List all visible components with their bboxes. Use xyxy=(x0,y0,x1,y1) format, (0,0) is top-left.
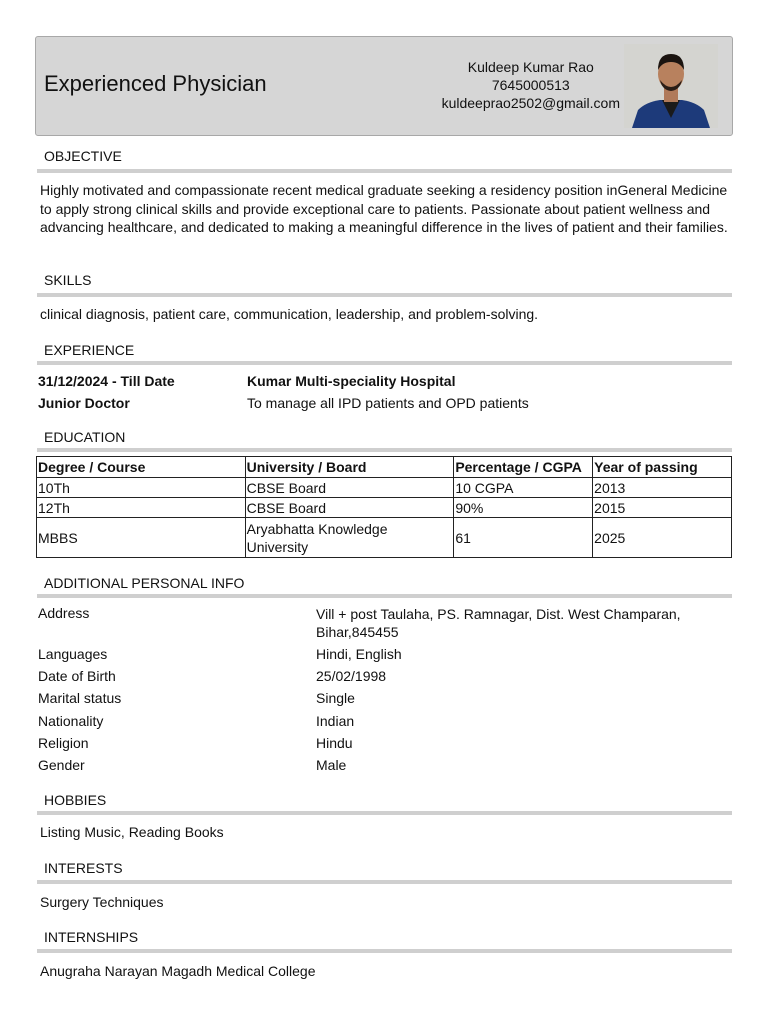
skills-text: clinical diagnosis, patient care, communication, leadership, and problem-solving. xyxy=(40,306,539,322)
email-address: kuldeeprao2502@gmail.com xyxy=(441,95,620,111)
table-cell: MBBS xyxy=(37,518,246,558)
resume-header xyxy=(35,36,733,136)
section-title-skills: SKILLS xyxy=(44,272,92,288)
info-value: Hindu xyxy=(316,735,353,751)
job-title: Experienced Physician xyxy=(44,71,267,96)
table-header-row xyxy=(37,457,732,478)
objective-text: Highly motivated and compassionate recent medical graduate seeking a residency position inGeneral Medicine to apply strong clinical skills and provide exceptional care to patients. Passionate about patient wellness and advancing healthcare, and dedicated to making a meaningful difference in the lives of patient and their families. xyxy=(40,182,728,235)
hobbies-text: Listing Music, Reading Books xyxy=(40,824,224,840)
table-cell: Aryabhatta Knowledge University xyxy=(245,518,454,558)
table-cell: 10Th xyxy=(37,478,246,498)
info-value: 25/02/1998 xyxy=(316,668,387,684)
section-title-objective: OBJECTIVE xyxy=(44,148,122,164)
column-header: Degree / Course xyxy=(37,457,246,478)
section-divider xyxy=(37,811,732,815)
table-cell: 12Th xyxy=(37,498,246,518)
column-header: University / Board xyxy=(245,457,454,478)
section-divider xyxy=(37,361,732,365)
internships-text: Anugraha Narayan Magadh Medical College xyxy=(40,963,316,979)
info-label: Religion xyxy=(38,735,89,751)
table-row xyxy=(37,518,732,558)
section-title-internships: INTERNSHIPS xyxy=(44,929,139,945)
table-cell: 2015 xyxy=(593,498,732,518)
info-value: Vill + post Taulaha, PS. Ramnagar, Dist. West Champaran, Bihar,845455 xyxy=(316,606,681,640)
section-divider xyxy=(37,293,732,297)
section-title-personal-info: ADDITIONAL PERSONAL INFO xyxy=(44,575,245,591)
person-portrait-icon xyxy=(624,44,718,128)
info-label: Languages xyxy=(38,646,108,662)
experience-role: Junior Doctor xyxy=(38,395,130,411)
table-cell: 10 CGPA xyxy=(454,478,593,498)
table-cell: 61 xyxy=(454,518,593,558)
info-label: Date of Birth xyxy=(38,668,116,684)
table-cell: 90% xyxy=(454,498,593,518)
section-divider xyxy=(37,448,732,452)
section-divider xyxy=(37,949,732,953)
section-title-experience: EXPERIENCE xyxy=(44,342,135,358)
education-table xyxy=(36,456,732,558)
experience-date: 31/12/2024 - Till Date xyxy=(38,373,175,389)
contact-block xyxy=(442,58,620,112)
info-label: Nationality xyxy=(38,713,104,729)
info-label: Address xyxy=(38,605,90,621)
section-title-interests: INTERESTS xyxy=(44,860,123,876)
section-title-hobbies: HOBBIES xyxy=(44,792,107,808)
table-cell: CBSE Board xyxy=(245,498,454,518)
section-divider xyxy=(37,880,732,884)
info-value: Hindi, English xyxy=(316,646,402,662)
column-header: Year of passing xyxy=(593,457,732,478)
table-row xyxy=(37,478,732,498)
section-title-education: EDUCATION xyxy=(44,429,126,445)
table-row xyxy=(37,498,732,518)
section-divider xyxy=(37,594,732,598)
experience-description: To manage all IPD patients and OPD patients xyxy=(247,395,529,411)
profile-photo xyxy=(624,44,718,128)
phone-number: 7645000513 xyxy=(491,77,570,93)
info-value: Indian xyxy=(316,713,355,729)
table-cell: 2025 xyxy=(593,518,732,558)
info-label: Marital status xyxy=(38,690,122,706)
experience-organization: Kumar Multi-speciality Hospital xyxy=(247,373,456,389)
candidate-name: Kuldeep Kumar Rao xyxy=(467,59,594,75)
section-divider xyxy=(37,169,732,173)
info-label: Gender xyxy=(38,757,85,773)
column-header: Percentage / CGPA xyxy=(454,457,593,478)
interests-text: Surgery Techniques xyxy=(40,894,164,910)
info-value: Male xyxy=(316,757,347,773)
table-cell: 2013 xyxy=(593,478,732,498)
info-value: Single xyxy=(316,690,355,706)
table-cell: CBSE Board xyxy=(245,478,454,498)
